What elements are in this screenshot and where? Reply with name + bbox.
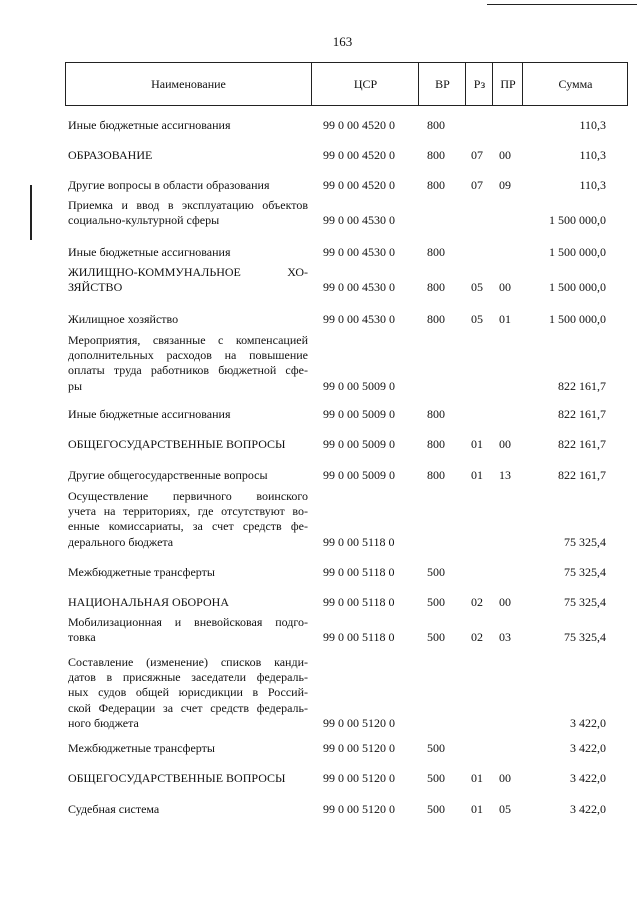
table-row xyxy=(65,437,628,452)
row-name-line: Иные бюджетные ассигнования xyxy=(68,245,231,259)
table-row xyxy=(65,468,628,483)
row-pr: 01 xyxy=(499,312,511,327)
row-csr: 99 0 00 5120 0 xyxy=(323,771,395,786)
row-sum: 3 422,0 xyxy=(570,771,606,786)
row-name xyxy=(68,265,308,295)
table-row xyxy=(65,595,628,610)
row-name xyxy=(68,198,308,228)
row-csr: 99 0 00 5118 0 xyxy=(323,565,395,580)
header-sum: Сумма xyxy=(522,63,628,105)
row-rz: 01 xyxy=(471,802,483,817)
row-name xyxy=(68,407,308,422)
row-sum: 822 161,7 xyxy=(558,468,606,483)
header-vr: ВР xyxy=(418,63,466,105)
row-vr: 500 xyxy=(427,630,445,645)
row-name-line: Мобилизационная и вневойсковая подго- xyxy=(68,615,308,629)
table-row xyxy=(65,655,628,731)
row-name-line: дерального бюджета xyxy=(68,534,174,549)
row-vr: 500 xyxy=(427,771,445,786)
header-name: Наименование xyxy=(151,77,226,91)
row-name xyxy=(68,565,308,580)
row-name xyxy=(68,741,308,756)
margin-mark xyxy=(30,185,32,240)
row-sum: 3 422,0 xyxy=(570,716,606,730)
table-row xyxy=(65,771,628,786)
row-name xyxy=(68,771,308,786)
table-row xyxy=(65,118,628,133)
header-rz: Рз xyxy=(465,63,493,105)
row-name-line: Судебная система xyxy=(68,802,160,816)
row-sum: 1 500 000,0 xyxy=(549,213,606,228)
row-name-line: Иные бюджетные ассигнования xyxy=(68,118,231,132)
row-rz: 05 xyxy=(471,312,483,327)
row-sum: 1 500 000,0 xyxy=(549,245,606,260)
row-name-line: енные комиссариаты, за счет средств фе- xyxy=(68,519,308,534)
row-vr: 800 xyxy=(427,468,445,483)
row-pr: 00 xyxy=(499,595,511,610)
row-sum: 75 325,4 xyxy=(564,565,606,580)
row-csr: 99 0 00 4520 0 xyxy=(323,148,395,163)
header-csr: ЦСР xyxy=(311,63,419,105)
row-csr: 99 0 00 5118 0 xyxy=(323,630,395,645)
row-name-line: Приемка и ввод в эксплуатацию объектов xyxy=(68,198,308,212)
row-name xyxy=(68,595,308,610)
row-rz: 01 xyxy=(471,437,483,452)
row-rz: 02 xyxy=(471,595,483,610)
row-name xyxy=(68,245,308,260)
row-rz: 05 xyxy=(471,280,483,295)
table-row xyxy=(65,245,628,260)
row-name xyxy=(68,437,308,452)
row-rz: 01 xyxy=(471,468,483,483)
row-pr: 00 xyxy=(499,771,511,786)
row-csr: 99 0 00 4530 0 xyxy=(323,280,395,295)
row-name-line: Составление (изменение) списков канди- xyxy=(68,655,308,669)
row-sum: 75 325,4 xyxy=(564,630,606,645)
table-row xyxy=(65,741,628,756)
row-sum: 75 325,4 xyxy=(564,595,606,610)
row-vr: 800 xyxy=(427,245,445,260)
row-rz: 02 xyxy=(471,630,483,645)
row-csr: 99 0 00 4520 0 xyxy=(323,178,395,193)
row-name-line: ных судов общей юрисдикции в Россий- xyxy=(68,685,308,700)
row-name-line: Другие вопросы в области образования xyxy=(68,178,270,192)
row-csr: 99 0 00 5009 0 xyxy=(323,468,395,483)
row-sum: 822 161,7 xyxy=(558,407,606,422)
row-csr: 99 0 00 4530 0 xyxy=(323,213,395,228)
row-vr: 500 xyxy=(427,802,445,817)
row-name-line: ЗЯЙСТВО xyxy=(68,280,123,295)
row-sum: 110,3 xyxy=(579,178,606,193)
table-header xyxy=(65,62,628,106)
row-vr: 800 xyxy=(427,178,445,193)
row-sum: 75 325,4 xyxy=(564,534,606,549)
row-name-line: дополнительных расходов на повышение xyxy=(68,348,308,363)
row-csr: 99 0 00 5009 0 xyxy=(323,378,395,393)
table-row xyxy=(65,198,628,228)
row-pr: 00 xyxy=(499,437,511,452)
row-name-line: Иные бюджетные ассигнования xyxy=(68,407,231,421)
row-csr: 99 0 00 5120 0 xyxy=(323,741,395,756)
row-name-line: Жилищное хозяйство xyxy=(68,312,179,326)
row-name xyxy=(68,468,308,483)
table-row xyxy=(65,333,628,394)
table-row xyxy=(65,178,628,193)
row-pr: 00 xyxy=(499,148,511,163)
row-vr: 500 xyxy=(427,595,445,610)
table-row xyxy=(65,265,628,295)
row-rz: 07 xyxy=(471,178,483,193)
row-name-line: ской Федерации за счет средств федераль- xyxy=(68,700,308,715)
row-pr: 09 xyxy=(499,178,511,193)
row-vr: 800 xyxy=(427,148,445,163)
row-name-line: учета на территориях, где отсутствуют во- xyxy=(68,504,308,519)
table-row xyxy=(65,312,628,327)
row-sum: 110,3 xyxy=(579,148,606,163)
row-name-line: товка xyxy=(68,630,96,645)
row-csr: 99 0 00 5120 0 xyxy=(323,716,395,730)
row-csr: 99 0 00 5009 0 xyxy=(323,407,395,422)
row-sum: 3 422,0 xyxy=(570,802,606,817)
row-vr: 800 xyxy=(427,437,445,452)
row-rz: 07 xyxy=(471,148,483,163)
row-pr: 00 xyxy=(499,280,511,295)
top-rule xyxy=(487,4,637,5)
row-sum: 1 500 000,0 xyxy=(549,280,606,295)
table-row xyxy=(65,615,628,645)
row-csr: 99 0 00 5118 0 xyxy=(323,595,395,610)
table-row xyxy=(65,489,628,550)
row-csr: 99 0 00 5120 0 xyxy=(323,802,395,817)
row-pr: 13 xyxy=(499,468,511,483)
row-vr: 800 xyxy=(427,280,445,295)
row-name-line: датов в присяжные заседатели федераль- xyxy=(68,670,308,685)
page-number: 163 xyxy=(332,34,353,49)
table-row xyxy=(65,802,628,817)
row-name xyxy=(68,655,308,731)
row-vr: 500 xyxy=(427,741,445,756)
row-vr: 500 xyxy=(427,565,445,580)
row-name-line: ОБЩЕГОСУДАРСТВЕННЫЕ ВОПРОСЫ xyxy=(68,771,286,785)
row-name xyxy=(68,615,308,645)
row-pr: 03 xyxy=(499,630,511,645)
row-sum: 1 500 000,0 xyxy=(549,312,606,327)
row-name-line: Другие общегосударственные вопросы xyxy=(68,468,268,482)
table-row xyxy=(65,407,628,422)
row-name-line: Межбюджетные трансферты xyxy=(68,565,215,579)
row-name-line: Мероприятия, связанные с компенсацией xyxy=(68,333,308,347)
row-csr: 99 0 00 5118 0 xyxy=(323,534,395,549)
row-name-line: Межбюджетные трансферты xyxy=(68,741,215,755)
row-name xyxy=(68,178,308,193)
row-name-line: ры xyxy=(68,378,83,393)
row-name-line: НАЦИОНАЛЬНАЯ ОБОРОНА xyxy=(68,595,229,609)
row-vr: 800 xyxy=(427,407,445,422)
row-name xyxy=(68,148,308,163)
row-name xyxy=(68,489,308,550)
row-sum: 3 422,0 xyxy=(570,741,606,756)
row-name xyxy=(68,118,308,133)
row-vr: 800 xyxy=(427,118,445,133)
row-csr: 99 0 00 4530 0 xyxy=(323,312,395,327)
row-name xyxy=(68,312,308,327)
row-name-line: ОБЩЕГОСУДАРСТВЕННЫЕ ВОПРОСЫ xyxy=(68,437,286,451)
row-csr: 99 0 00 4530 0 xyxy=(323,245,395,260)
header-pr: ПР xyxy=(492,63,523,105)
row-csr: 99 0 00 4520 0 xyxy=(323,118,395,133)
row-name-line: ного бюджета xyxy=(68,715,139,730)
row-sum: 822 161,7 xyxy=(558,437,606,452)
row-name-line: Осуществление первичного воинского xyxy=(68,489,308,503)
row-sum: 822 161,7 xyxy=(558,378,606,393)
row-pr: 05 xyxy=(499,802,511,817)
row-csr: 99 0 00 5009 0 xyxy=(323,437,395,452)
row-sum: 110,3 xyxy=(579,118,606,133)
row-vr: 800 xyxy=(427,312,445,327)
row-name xyxy=(68,333,308,394)
row-name xyxy=(68,802,308,817)
row-name-line: социально-культурной сферы xyxy=(68,213,220,228)
table-row xyxy=(65,148,628,163)
row-rz: 01 xyxy=(471,771,483,786)
table-row xyxy=(65,565,628,580)
row-name-line: ЖИЛИЩНО-КОММУНАЛЬНОЕ ХО- xyxy=(68,265,308,279)
row-name-line: оплаты труда работников бюджетной сфе- xyxy=(68,363,308,378)
row-name-line: ОБРАЗОВАНИЕ xyxy=(68,148,153,162)
